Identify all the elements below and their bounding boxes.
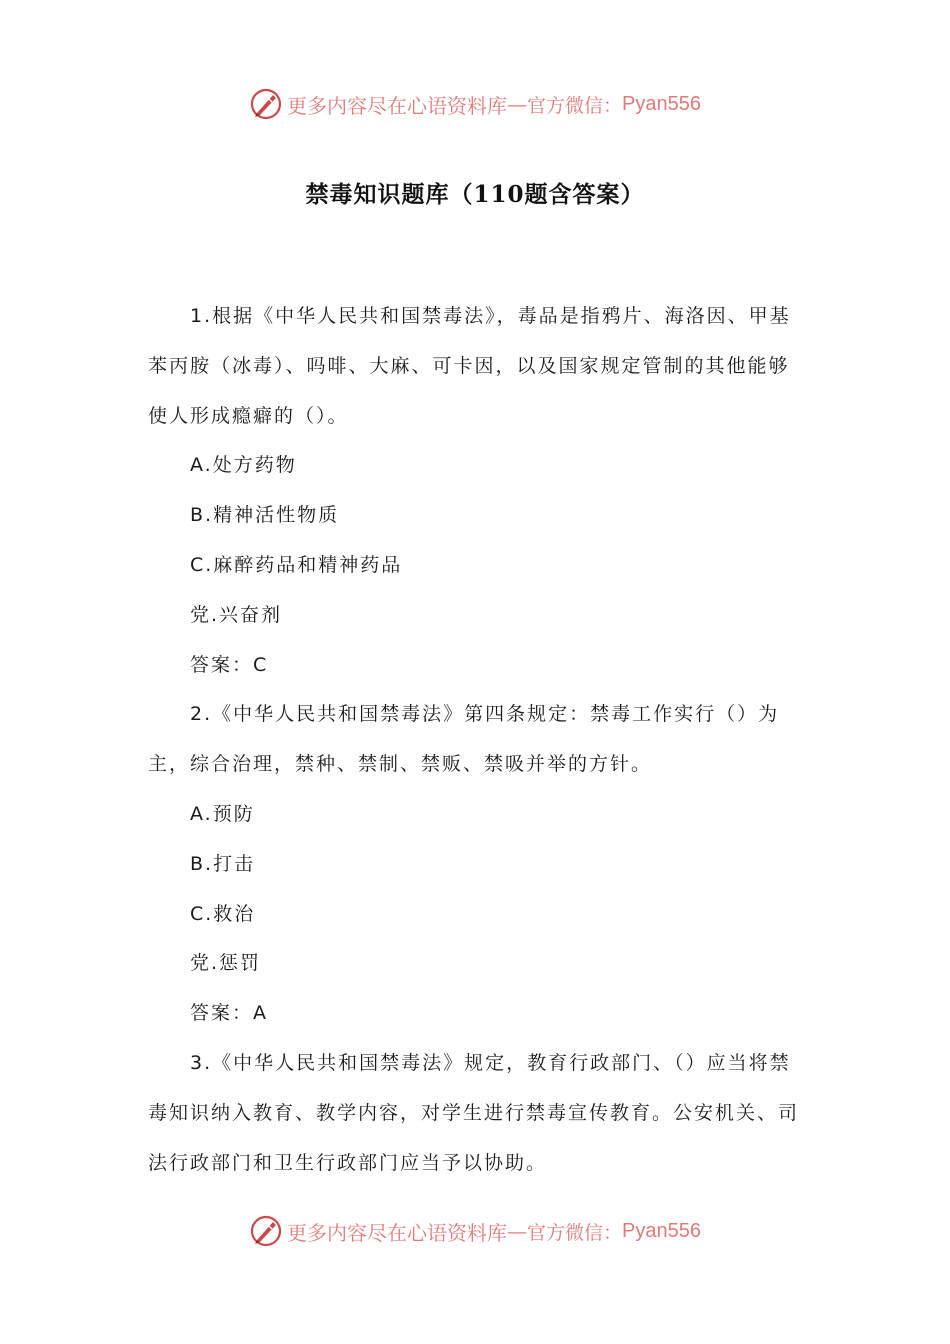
question-stem-2: 2.《中华人民共和国禁毒法》第四条规定：禁毒工作实行（）为主，综合治理，禁种、禁制、禁贩、禁吸并举的方针。	[148, 703, 780, 776]
question-1-answer: 答案：C	[190, 653, 269, 676]
question-1-option-c: C.麻醉药品和精神药品	[190, 553, 403, 576]
banner-contact-id: Pyan556	[622, 1219, 701, 1242]
banner-text: 更多内容尽在心语资料库	[287, 93, 507, 118]
question-2-answer: 答案：A	[190, 1002, 268, 1025]
document-title: 禁毒知识题库（110题含答案）	[305, 181, 645, 208]
header-banner	[0, 84, 950, 124]
question-2-option-a: A.预防	[190, 802, 255, 825]
banner-contact-label: 官方微信：	[527, 94, 623, 117]
footer-banner	[0, 1211, 950, 1251]
banner-separator: —	[507, 92, 527, 116]
banner-contact-label: 官方微信：	[527, 1221, 623, 1244]
question-2-option-d: 党.惩罚	[190, 952, 262, 975]
question-2-option-c: C.救治	[190, 902, 256, 925]
question-stem-3: 3.《中华人民共和国禁毒法》规定，教育行政部门、（）应当将禁毒知识纳入教育、教学内容，对学生进行禁毒宣传教育。公安机关、司法行政部门和卫生行政部门应当予以协助。	[148, 1051, 800, 1174]
pen-logo-icon	[249, 87, 283, 121]
question-1-option-d: 党.兴奋剂	[190, 603, 283, 626]
question-stem-1: 1.根据《中华人民共和国禁毒法》，毒品是指鸦片、海洛因、甲基苯丙胺（冰毒）、吗啡、大麻、可卡因，以及国家规定管制的其他能够使人形成瘾癖的（）。	[148, 305, 791, 427]
question-list	[148, 292, 808, 1188]
banner-contact-id: Pyan556	[622, 92, 701, 115]
banner-text: 更多内容尽在心语资料库	[287, 1220, 507, 1245]
question-2-option-b: B.打击	[190, 852, 256, 875]
question-1-option-b: B.精神活性物质	[190, 504, 340, 527]
question-1-option-a: A.处方药物	[190, 454, 297, 477]
banner-separator: —	[507, 1219, 527, 1243]
pen-logo-icon	[249, 1214, 283, 1248]
